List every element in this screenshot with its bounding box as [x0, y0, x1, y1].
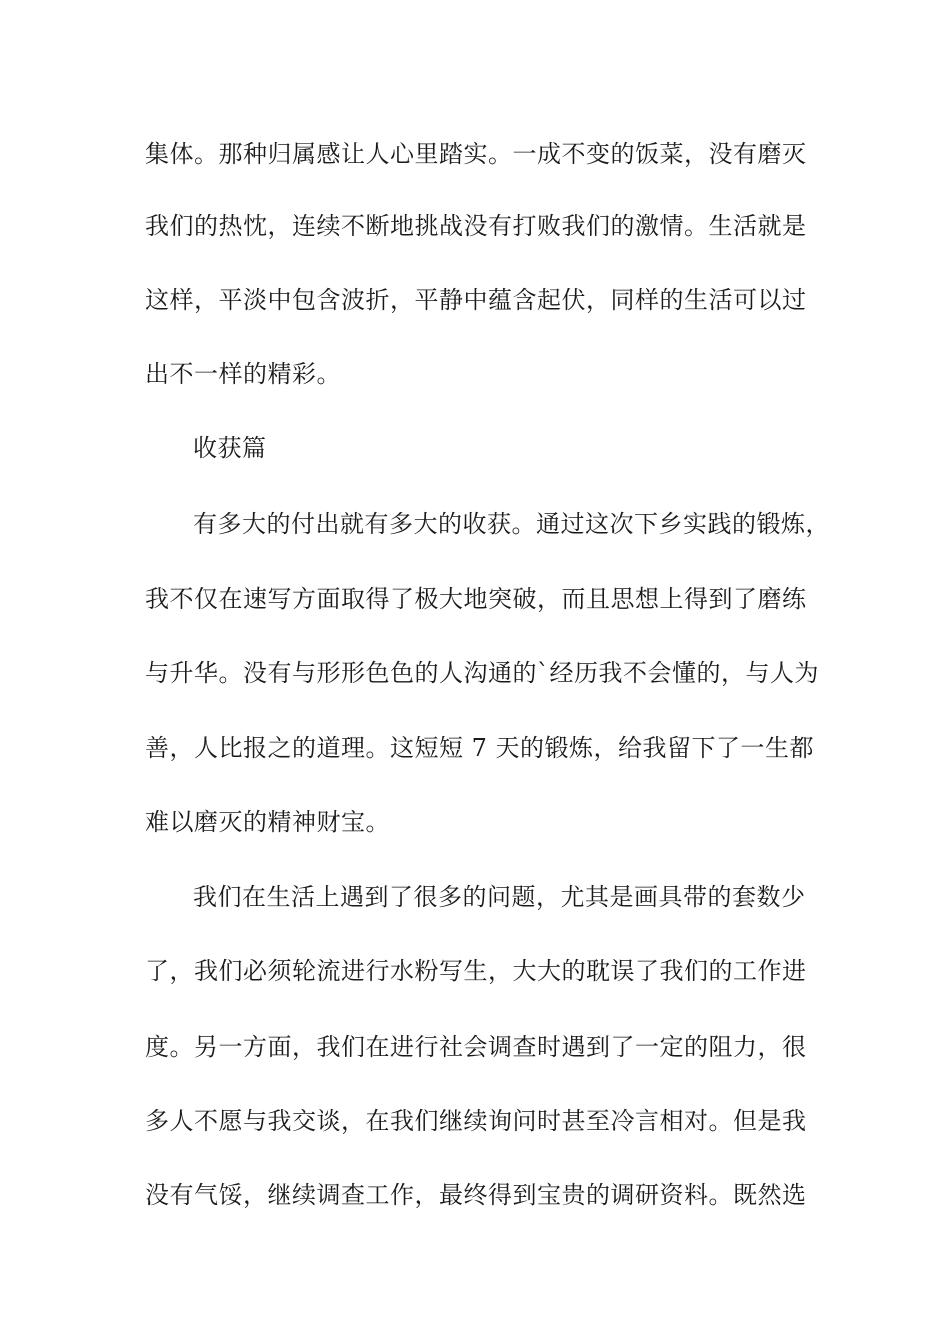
- paragraph-line: 这样，平淡中包含波折，平静中蕴含起伏，同样的生活可以过: [145, 286, 807, 314]
- paragraph-line: 没有气馁，继续调查工作，最终得到宝贵的调研资料。既然选: [145, 1181, 807, 1209]
- paragraph-line: 我们的热忱，连续不断地挑战没有打败我们的激情。生活就是: [145, 212, 807, 240]
- paragraph-line: 有多大的付出就有多大的收获。通过这次下乡实践的锻炼，: [193, 510, 830, 538]
- paragraph-line: 集体。那种归属感让人心里踏实。一成不变的饭菜，没有磨灭: [145, 140, 807, 168]
- paragraph-line: 善，人比报之的道理。这短短 7 天的锻炼，给我留下了一生都: [145, 734, 815, 762]
- paragraph-line: 了，我们必须轮流进行水粉写生，大大的耽误了我们的工作进: [145, 957, 807, 985]
- paragraph-line: 出不一样的精彩。: [145, 360, 341, 388]
- paragraph-line: 我不仅在速写方面取得了极大地突破，而且思想上得到了磨练: [145, 585, 807, 613]
- paragraph-line: 我们在生活上遇到了很多的问题，尤其是画具带的套数少: [193, 883, 806, 911]
- paragraph-line: 难以磨灭的精神财宝。: [145, 808, 390, 836]
- paragraph-line: 度。另一方面，我们在进行社会调查时遇到了一定的阻力，很: [145, 1033, 807, 1061]
- section-heading: 收获篇: [193, 434, 267, 462]
- paragraph-line: 多人不愿与我交谈，在我们继续询问时甚至冷言相对。但是我: [145, 1107, 807, 1135]
- paragraph-line: 与升华。没有与形形色色的人沟通的`经历我不会懂的，与人为: [145, 659, 819, 687]
